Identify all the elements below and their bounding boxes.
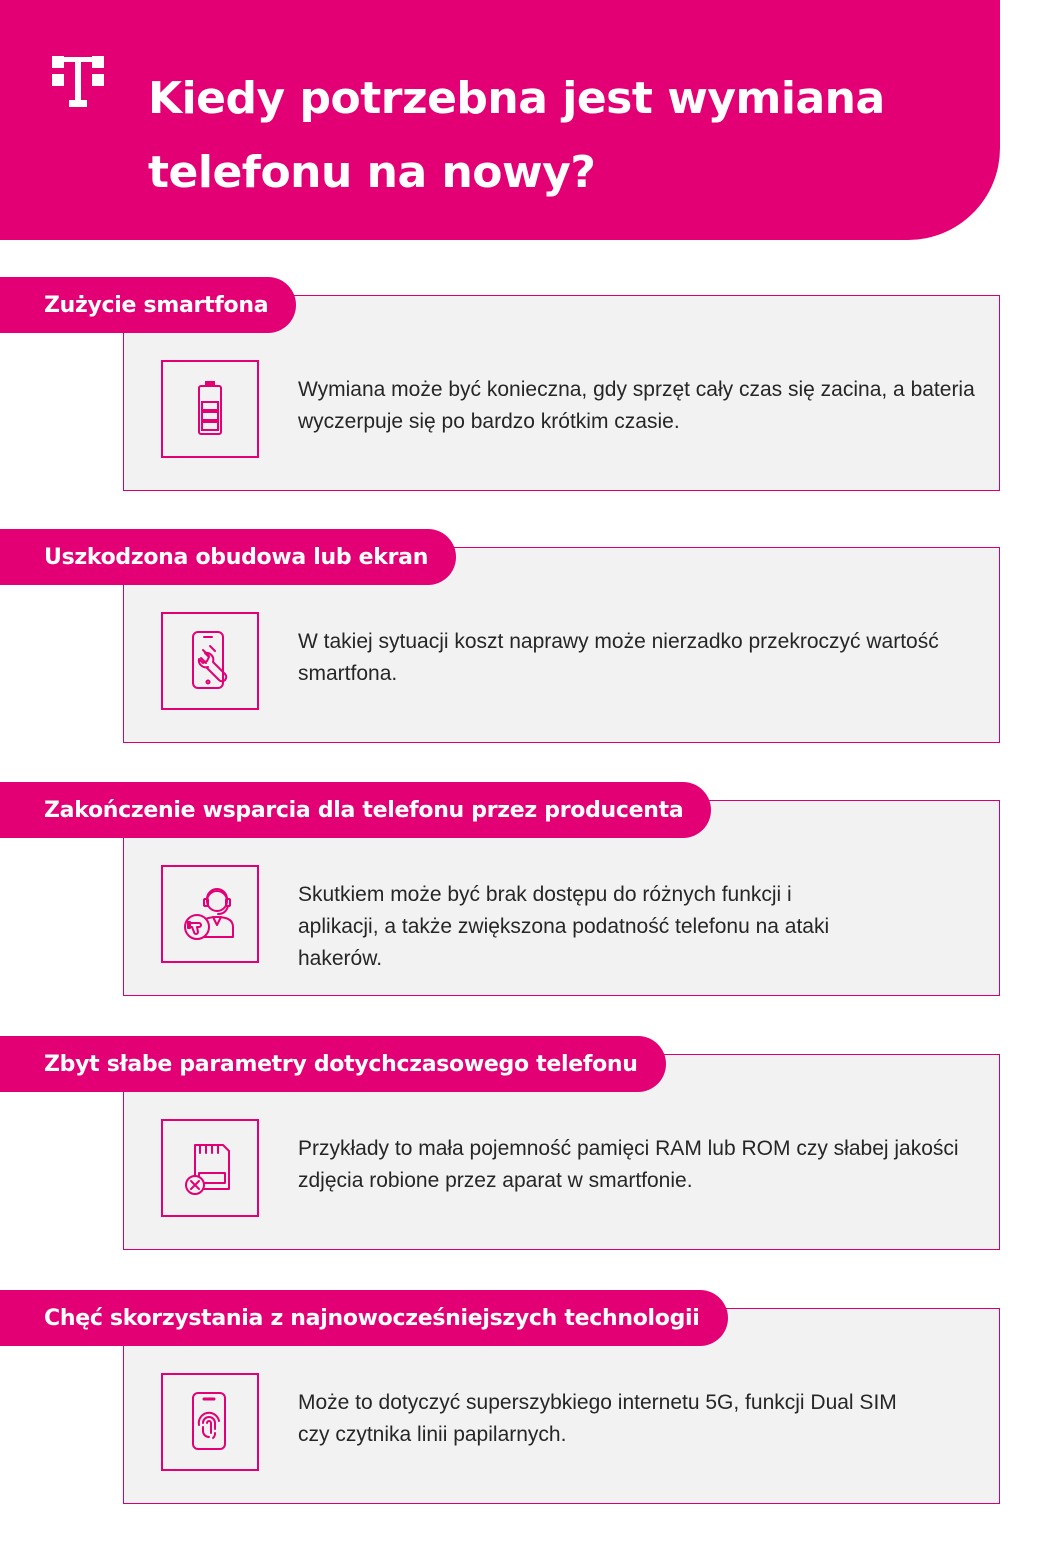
phone-repair-icon [177,628,243,694]
icon-frame [161,1373,259,1471]
battery-icon [177,376,243,442]
section-title-tab: Zbyt słabe parametry dotychczasowego telefonu [0,1036,666,1092]
telekom-t-logo-icon [52,56,104,108]
section-end-of-support [0,782,1050,1000]
section-newest-technology [0,1290,1050,1508]
icon-frame [161,1119,259,1217]
section-title-tab: Zużycie smartfona [0,277,296,333]
section-description: Skutkiem może być brak dostępu do różnych funkcji i aplikacji, a także zwiększona podatność telefonu na ataki hakerów. [298,883,830,970]
section-damaged-case [0,529,1050,747]
memory-card-error-icon [177,1135,243,1201]
section-weak-parameters [0,1036,1050,1254]
section-description: W takiej sytuacji koszt naprawy może nierzadko przekroczyć wartość smartfona. [298,630,939,685]
section-description: Wymiana może być konieczna, gdy sprzęt cały czas się zacina, a bateria wyczerpuje się po bardzo krótkim czasie. [298,378,975,433]
icon-frame [161,612,259,710]
header-banner [0,0,1000,240]
section-smartphone-wear [0,277,1050,495]
section-title-tab: Chęć skorzystania z najnowocześniejszych technologii [0,1290,728,1346]
page-title: Kiedy potrzebna jest wymiana telefonu na nowy? [148,73,885,198]
phone-fingerprint-icon [177,1389,243,1455]
section-description: Przykłady to mała pojemność pamięci RAM lub ROM czy słabej jakości zdjęcia robione przez aparat w smartfonie. [298,1137,959,1192]
icon-frame [161,360,259,458]
icon-frame [161,865,259,963]
support-thumbs-down-icon [177,881,243,947]
section-title-tab: Zakończenie wsparcia dla telefonu przez producenta [0,782,711,838]
section-description: Może to dotyczyć superszybkiego internetu 5G, funkcji Dual SIM czy czytnika linii papilarnych. [298,1391,897,1446]
section-title-tab: Uszkodzona obudowa lub ekran [0,529,456,585]
